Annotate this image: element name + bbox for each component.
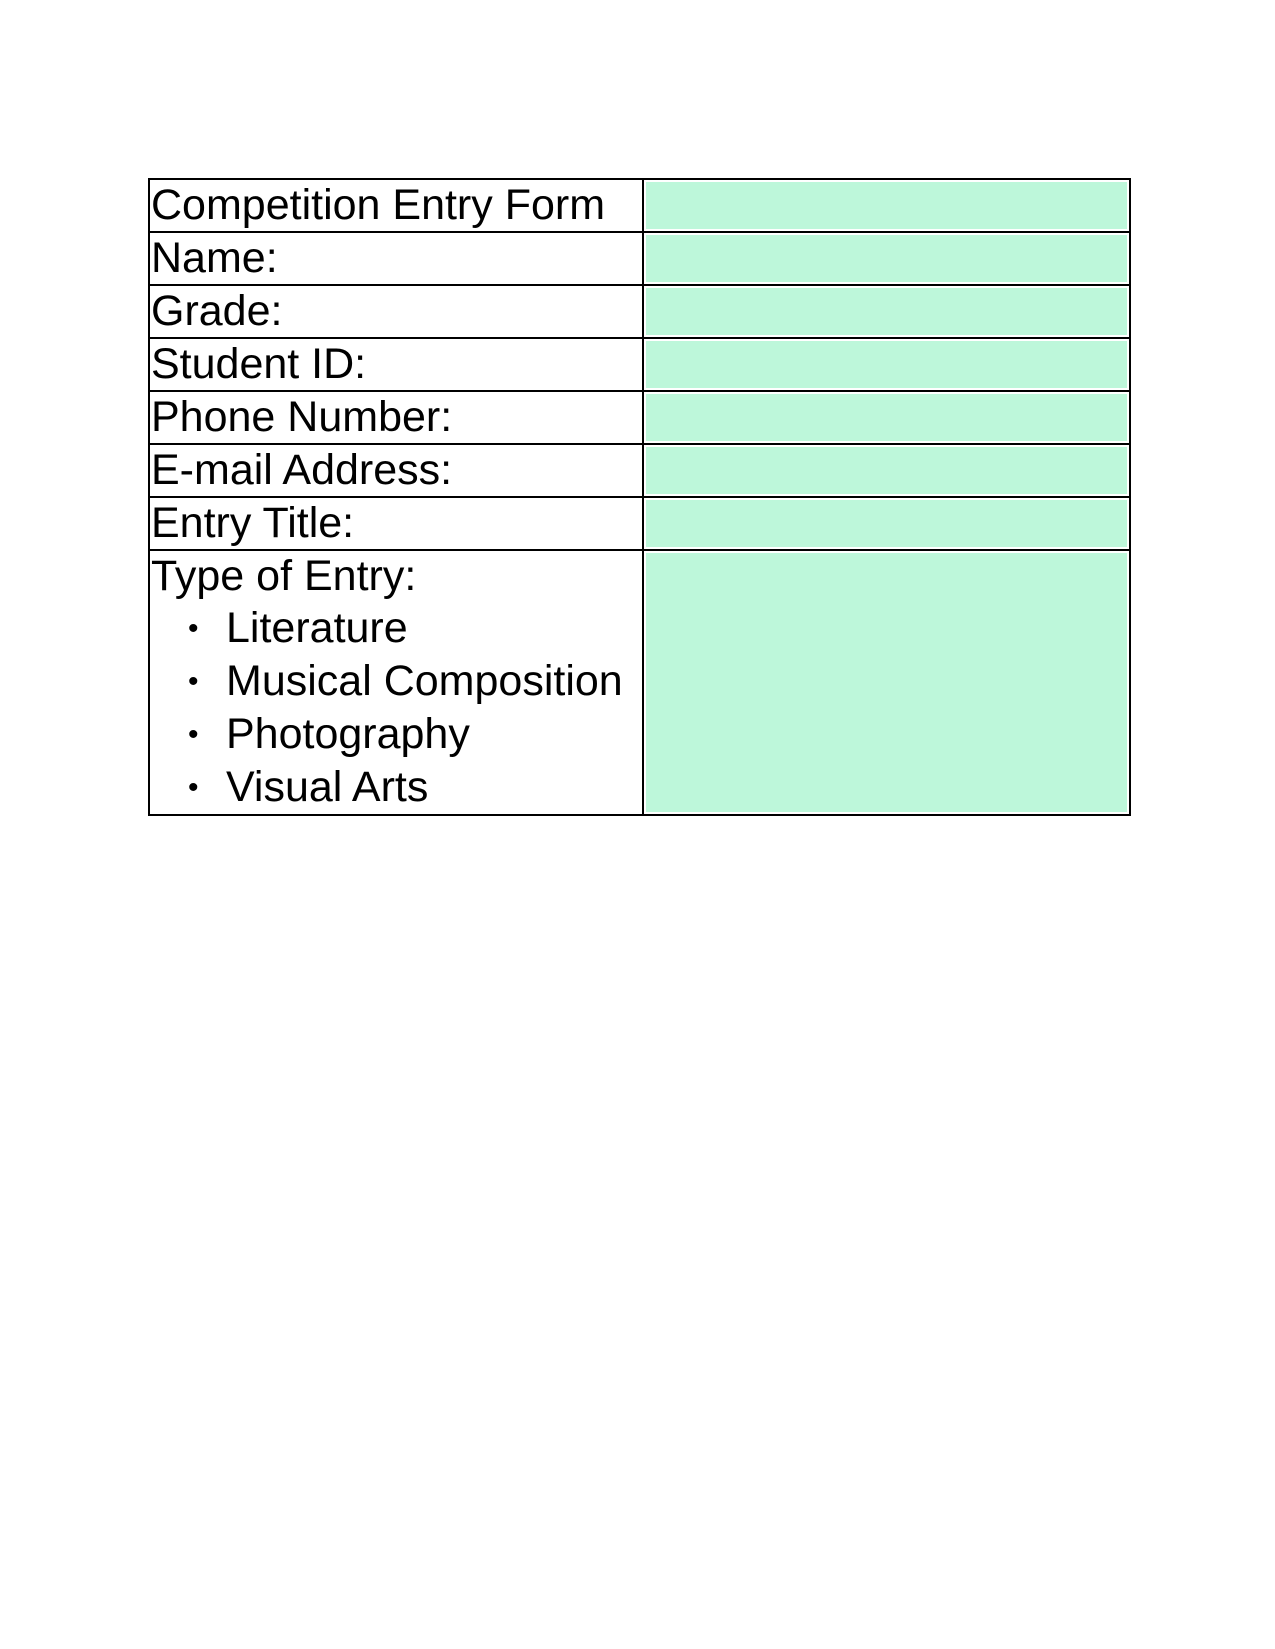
entry-type-visual-arts — [150, 761, 642, 814]
student-id-field[interactable] — [643, 338, 1130, 391]
entry-type-literature — [150, 602, 642, 655]
form-title-cell — [149, 179, 643, 232]
grade-label: Grade: — [151, 287, 283, 335]
phone-number-label-cell — [149, 391, 643, 444]
name-row — [149, 232, 1130, 285]
type-of-entry-field[interactable] — [643, 550, 1130, 815]
entry-title-label: Entry Title: — [151, 499, 355, 547]
grade-field[interactable] — [643, 285, 1130, 338]
type-of-entry-label: Type of Entry: — [151, 552, 417, 600]
entry-type-label: Musical Composition — [226, 657, 623, 705]
form-title-row — [149, 179, 1130, 232]
form-title-field[interactable] — [643, 179, 1130, 232]
name-label: Name: — [151, 234, 278, 282]
entry-type-musical-composition — [150, 655, 642, 708]
email-address-field[interactable] — [643, 444, 1130, 497]
entry-type-list — [150, 602, 642, 814]
entry-type-photography — [150, 708, 642, 761]
entry-title-field[interactable] — [643, 497, 1130, 550]
bullet-icon: • — [188, 718, 199, 751]
student-id-label: Student ID: — [151, 340, 367, 388]
entry-type-label: Literature — [226, 604, 408, 652]
entry-title-row — [149, 497, 1130, 550]
email-address-row — [149, 444, 1130, 497]
competition-entry-form — [148, 178, 1131, 816]
grade-row — [149, 285, 1130, 338]
email-address-label-cell — [149, 444, 643, 497]
bullet-icon: • — [188, 612, 199, 645]
form-title: Competition Entry Form — [151, 181, 606, 229]
entry-type-label: Photography — [226, 710, 470, 758]
student-id-row — [149, 338, 1130, 391]
bullet-icon: • — [188, 771, 199, 804]
student-id-label-cell — [149, 338, 643, 391]
entry-type-label: Visual Arts — [226, 763, 429, 811]
phone-number-row — [149, 391, 1130, 444]
email-address-label: E-mail Address: — [151, 446, 453, 494]
entry-title-label-cell — [149, 497, 643, 550]
bullet-icon: • — [188, 665, 199, 698]
phone-number-field[interactable] — [643, 391, 1130, 444]
type-of-entry-row — [149, 550, 1130, 815]
name-field[interactable] — [643, 232, 1130, 285]
type-of-entry-label-cell — [149, 550, 643, 815]
grade-label-cell — [149, 285, 643, 338]
name-label-cell — [149, 232, 643, 285]
phone-number-label: Phone Number: — [151, 393, 453, 441]
